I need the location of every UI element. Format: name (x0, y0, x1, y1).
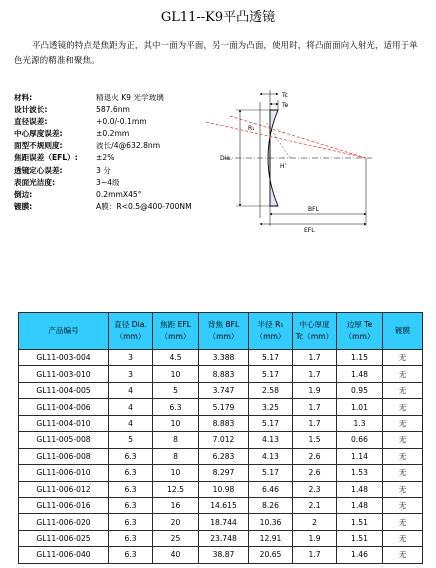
table-cell: 2.3 (293, 481, 337, 497)
table-cell: 1.7 (293, 366, 337, 382)
light-ray (206, 122, 366, 158)
table-cell: 1.51 (337, 514, 383, 530)
table-cell: 4.13 (249, 448, 293, 464)
table-cell: 6.3 (109, 481, 153, 497)
page-title: GL11--K9平凸透镜 (160, 10, 276, 25)
table-cell: 16 (153, 497, 199, 513)
header-cell: 边厚 Te （mm） (337, 313, 383, 350)
spec-value: 3~4级 (96, 177, 120, 187)
lens-diagram (196, 88, 428, 234)
table-cell: 3.747 (199, 382, 249, 398)
product-code-cell: GL11-006-020 (19, 514, 109, 530)
table-header-row (19, 313, 423, 350)
table-cell: 3 (109, 350, 153, 366)
table-cell: 25 (153, 530, 199, 546)
spec-label: 焦距误差（EFL）: (14, 153, 78, 163)
spec-label: 中心厚度误差: (14, 129, 63, 139)
table-cell: 10.98 (199, 481, 249, 497)
table-cell: 18.744 (199, 514, 249, 530)
table-cell: 1.53 (337, 465, 383, 481)
spec-value: 精退火 K9 光学玻璃 (96, 93, 164, 102)
table-row (19, 448, 423, 464)
product-code-cell: GL11-003-004 (19, 350, 109, 366)
product-code-cell: GL11-006-025 (19, 530, 109, 546)
spec-label: 材料: (14, 93, 33, 102)
spec-label: 设计波长: (14, 105, 48, 115)
table-cell: 10 (153, 366, 199, 382)
table-cell: 10.36 (249, 514, 293, 530)
spec-value: A膜：R<0.5@400-700NM (96, 201, 192, 211)
efl-label: EFL (304, 227, 315, 234)
table-cell: 6.3 (109, 448, 153, 464)
intro-paragraph: 平凸透镜的特点是焦距为正，其中一面为平面，另一面为凸面，使用时，将凸面面向入射光，适用于单色光源的精准和聚焦。 (14, 40, 418, 65)
header-cell: 背焦 BFL （mm） (199, 313, 249, 350)
r1-label: R₁ (248, 125, 255, 132)
table-cell: 2.1 (293, 497, 337, 513)
product-table (18, 312, 423, 564)
table-row (19, 547, 423, 563)
spec-value: 波长/4@632.8nm (96, 141, 161, 151)
table-cell: 5.17 (249, 465, 293, 481)
table-row (19, 382, 423, 398)
table-cell: 7.012 (199, 432, 249, 448)
spec-label: 面型不规则度: (14, 141, 63, 151)
spec-value: 0.2mmX45° (96, 189, 142, 199)
header-cell: 镀膜 (383, 313, 423, 350)
table-cell: 4 (109, 382, 153, 398)
table-cell: 6.3 (109, 497, 153, 513)
te-label: Te (282, 102, 289, 109)
table-cell: 1.15 (337, 350, 383, 366)
spec-label: 镀膜: (14, 201, 33, 211)
product-code-cell: GL11-004-006 (19, 399, 109, 415)
table-cell: 无 (383, 415, 423, 431)
header-cell: 直径 Dia. （mm） (109, 313, 153, 350)
table-cell: 8.26 (249, 497, 293, 513)
table-cell: 20.65 (249, 547, 293, 563)
table-cell: 无 (383, 399, 423, 415)
spec-label: 表面光洁度: (14, 177, 56, 187)
table-cell: 8 (153, 432, 199, 448)
table-row (19, 530, 423, 546)
product-code-cell: GL11-006-016 (19, 497, 109, 513)
table-cell: 3 (109, 366, 153, 382)
table-cell: 无 (383, 366, 423, 382)
table-cell: 无 (383, 497, 423, 513)
product-code-cell: GL11-004-010 (19, 415, 109, 431)
table-cell: 1.7 (293, 350, 337, 366)
table-row (19, 514, 423, 530)
table-cell: 5.17 (249, 366, 293, 382)
table-cell: 20 (153, 514, 199, 530)
table-cell: 6.3 (153, 399, 199, 415)
table-row (19, 399, 423, 415)
table-row (19, 481, 423, 497)
table-cell: 无 (383, 514, 423, 530)
spec-value: 3 分 (96, 165, 111, 175)
table-cell: 无 (383, 465, 423, 481)
table-cell: 8.297 (199, 465, 249, 481)
table-row (19, 350, 423, 366)
product-code-cell: GL11-006-008 (19, 448, 109, 464)
table-cell: 3.25 (249, 399, 293, 415)
table-cell: 1.5 (293, 432, 337, 448)
table-cell: 2.6 (293, 465, 337, 481)
table-cell: 1.48 (337, 366, 383, 382)
table-cell: 6.3 (109, 530, 153, 546)
product-code-cell: GL11-006-012 (19, 481, 109, 497)
table-cell: 8.883 (199, 415, 249, 431)
table-cell: 4.5 (153, 350, 199, 366)
light-ray (230, 116, 366, 158)
table-cell: 无 (383, 530, 423, 546)
table-cell: 1.51 (337, 530, 383, 546)
table-cell: 无 (383, 448, 423, 464)
spec-value: ±2% (96, 153, 115, 163)
table-cell: 无 (383, 432, 423, 448)
table-cell: 6.283 (199, 448, 249, 464)
table-cell: 1.01 (337, 399, 383, 415)
table-cell: 8.883 (199, 366, 249, 382)
spec-label: 倒边: (14, 189, 33, 199)
table-cell: 无 (383, 547, 423, 563)
table-row (19, 415, 423, 431)
table-row (19, 366, 423, 382)
table-cell: 38.87 (199, 547, 249, 563)
table-cell: 6.3 (109, 465, 153, 481)
table-cell: 5.179 (199, 399, 249, 415)
spec-value: ±0.2mm (96, 129, 130, 139)
table-cell: 10 (153, 465, 199, 481)
table-cell: 1.48 (337, 497, 383, 513)
table-cell: 6.3 (109, 514, 153, 530)
table-cell: 5 (109, 432, 153, 448)
header-cell: 半径 R₁ （mm） (249, 313, 293, 350)
header-cell: 焦距 EFL （mm） (153, 313, 199, 350)
table-cell: 1.9 (293, 382, 337, 398)
table-cell: 14.615 (199, 497, 249, 513)
table-cell: 1.9 (293, 530, 337, 546)
table-cell: 4.13 (249, 432, 293, 448)
header-cell: 中心厚度 Tc（mm） (293, 313, 337, 350)
table-cell: 10 (153, 415, 199, 431)
table-cell: 5.17 (249, 415, 293, 431)
table-cell: 6.46 (249, 481, 293, 497)
table-cell: 1.48 (337, 481, 383, 497)
table-cell: 无 (383, 350, 423, 366)
table-cell: 1.14 (337, 448, 383, 464)
table-cell: 8 (153, 448, 199, 464)
table-cell: 5.17 (249, 350, 293, 366)
tc-label: Tc (282, 92, 288, 99)
table-row (19, 465, 423, 481)
table-cell: 12.5 (153, 481, 199, 497)
header-cell: 产品编号 (19, 313, 109, 350)
spec-label: 透镜定心误差: (14, 165, 63, 175)
table-cell: 0.66 (337, 432, 383, 448)
table-cell: 4 (109, 399, 153, 415)
table-cell: 5 (153, 382, 199, 398)
table-cell: 40 (153, 547, 199, 563)
table-cell: 0.95 (337, 382, 383, 398)
table-cell: 无 (383, 481, 423, 497)
spec-value: 587.6nm (96, 105, 130, 115)
spec-value: +0.0/-0.1mm (96, 117, 147, 127)
table-cell: 3.388 (199, 350, 249, 366)
product-code-cell: GL11-003-010 (19, 366, 109, 382)
table-cell: 1.46 (337, 547, 383, 563)
table-cell: 1.7 (293, 399, 337, 415)
table-cell: 23.748 (199, 530, 249, 546)
table-row (19, 497, 423, 513)
table-cell: 1.7 (293, 547, 337, 563)
product-code-cell: GL11-005-008 (19, 432, 109, 448)
bfl-label: BFL (308, 206, 319, 213)
table-cell: 2 (293, 514, 337, 530)
spec-label: 直径误差: (14, 117, 48, 127)
product-code-cell: GL11-006-040 (19, 547, 109, 563)
table-row (19, 432, 423, 448)
table-cell: 12.91 (249, 530, 293, 546)
h-label: Hʹ (280, 163, 287, 170)
table-cell: 2.58 (249, 382, 293, 398)
table-cell: 4 (109, 415, 153, 431)
table-cell: 1.7 (293, 415, 337, 431)
table-cell: 1.3 (337, 415, 383, 431)
table-cell: 2.6 (293, 448, 337, 464)
product-code-cell: GL11-004-005 (19, 382, 109, 398)
dia-label: Dia. (220, 155, 232, 162)
product-code-cell: GL11-006-010 (19, 465, 109, 481)
table-cell: 6.3 (109, 547, 153, 563)
table-cell: 无 (383, 382, 423, 398)
